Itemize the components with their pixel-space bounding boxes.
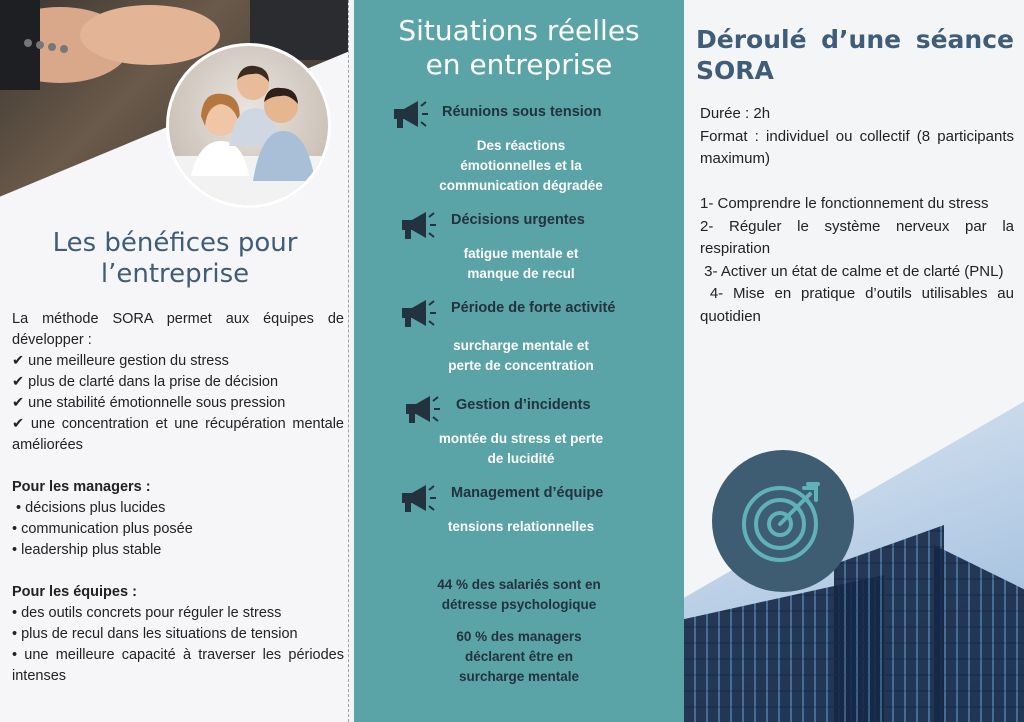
session-title-word: séance <box>915 25 1014 54</box>
megaphone-icon <box>390 97 430 131</box>
megaphone-icon <box>398 208 438 242</box>
managers-item: • communication plus posée <box>12 521 193 537</box>
situation-description <box>396 429 646 469</box>
stat-line: 44 % des salariés sont en <box>437 577 601 592</box>
stat-line: surcharge mentale <box>458 669 580 684</box>
session-step: 3- Activer un état de calme et de clarté (PNL) <box>700 262 1004 280</box>
situation-description-line: Des réactions <box>476 138 566 153</box>
teams-heading: Pour les équipes : <box>12 584 137 600</box>
situation-description <box>396 244 646 284</box>
benefits-title <box>20 228 330 290</box>
session-step: 2- Réguler le système nerveux par la respiration <box>700 217 1014 257</box>
benefits-title-line2: l’entreprise <box>100 259 250 289</box>
megaphone-icon <box>402 392 442 426</box>
teams-item: • plus de recul dans les situations de tension <box>12 626 298 642</box>
stat-line: détresse psychologique <box>441 597 597 612</box>
situation-description-line: montée du stress et perte <box>438 431 604 446</box>
situations-title-line1: Situations réelles <box>398 14 640 47</box>
situation-heading: Décisions urgentes <box>451 212 585 228</box>
session-body <box>700 103 1019 328</box>
benefit-item: ✔ plus de clarté dans la prise de décision <box>12 374 279 390</box>
situation-description-line: de lucidité <box>487 451 555 466</box>
benefit-item: ✔ une concentration et une récupération mentale améliorées <box>12 416 344 453</box>
situation-description-line: tensions relationnelles <box>447 519 595 534</box>
target-icon-badge <box>712 450 854 592</box>
managers-heading: Pour les managers : <box>12 479 151 495</box>
session-format: Format : individuel ou collectif (8 participants maximum) <box>700 127 1014 167</box>
benefit-item: ✔ une meilleure gestion du stress <box>12 353 229 369</box>
session-step: 1- Comprendre le fonctionnement du stress <box>700 195 989 212</box>
right-panel <box>684 0 1024 722</box>
situation-heading: Management d’équipe <box>451 485 604 501</box>
teams-item: • une meilleure capacité à traverser les périodes intenses <box>12 647 344 684</box>
stat-line: 60 % des managers <box>456 629 582 644</box>
situation-heading: Gestion d’incidents <box>456 397 591 413</box>
situation-description-line: émotionnelles et la <box>460 158 582 173</box>
session-title-word: d’une <box>821 25 902 54</box>
left-panel <box>0 0 348 722</box>
benefits-body <box>12 309 344 687</box>
situations-title-line2: en entreprise <box>425 48 613 81</box>
situation-heading: Réunions sous tension <box>442 104 602 120</box>
situation-heading: Période de forte activité <box>451 300 616 316</box>
target-icon <box>712 450 854 592</box>
stat-line: déclarent être en <box>464 649 574 664</box>
managers-item: • décisions plus lucides <box>12 500 166 516</box>
session-title <box>696 24 1014 86</box>
situation-description <box>396 517 646 537</box>
situation-description <box>396 336 646 376</box>
team-photo <box>166 43 331 208</box>
benefits-title-line1: Les bénéfices pour <box>52 228 298 258</box>
benefits-intro: La méthode SORA permet aux équipes de développer : <box>12 311 344 348</box>
session-duration: Durée : 2h <box>700 105 771 122</box>
megaphone-icon <box>398 481 438 515</box>
situations-title <box>354 14 684 82</box>
session-step: 4- Mise en pratique d’outils utilisables au quotidien <box>700 285 1019 325</box>
situation-description-line: surcharge mentale et <box>453 338 589 353</box>
teams-item: • des outils concrets pour réguler le stress <box>12 605 282 621</box>
situation-description-line: manque de recul <box>467 266 575 281</box>
situation-description-line: communication dégradée <box>439 178 603 193</box>
fold-line-left <box>348 0 349 722</box>
megaphone-icon <box>398 296 438 330</box>
stat-stress <box>414 575 624 615</box>
situation-description-line: fatigue mentale et <box>463 246 579 261</box>
situation-description <box>396 136 646 196</box>
benefit-item: ✔ une stabilité émotionnelle sous pression <box>12 395 286 411</box>
session-title-line2: SORA <box>696 56 774 85</box>
managers-item: • leadership plus stable <box>12 542 162 558</box>
stat-managers <box>414 627 624 687</box>
session-title-word: Déroulé <box>696 25 807 54</box>
situation-description-line: perte de concentration <box>448 358 594 373</box>
